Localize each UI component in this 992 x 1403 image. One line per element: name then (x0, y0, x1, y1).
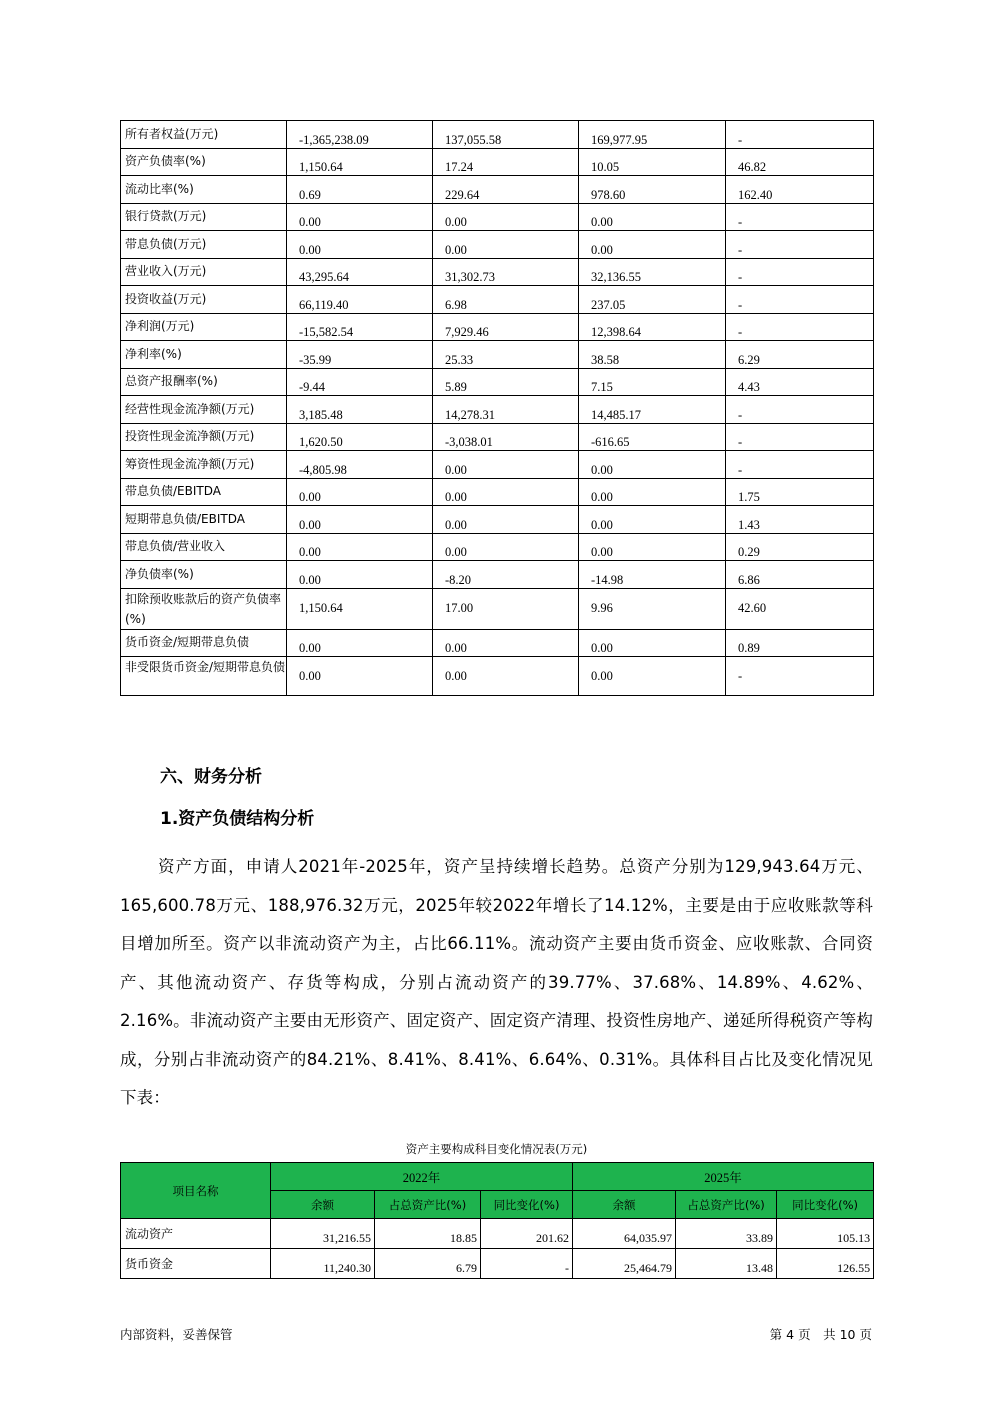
cell-value: 0.00 (579, 478, 726, 506)
row-label: 筹资性现金流净额(万元) (121, 451, 287, 479)
row-label: 净利率(%) (121, 341, 287, 369)
table-row (121, 588, 874, 629)
cell-value: 0.00 (579, 657, 726, 696)
cell-value: 0.00 (579, 451, 726, 479)
cell-value: 0.00 (433, 231, 579, 259)
cell-value: 42.60 (726, 588, 874, 629)
cell-value: 0.00 (287, 203, 433, 231)
cell-value: 169,977.95 (579, 121, 726, 149)
cell-value: 0.00 (287, 629, 433, 657)
cell-value: 0.00 (433, 533, 579, 561)
cell-value: 0.69 (287, 176, 433, 204)
asset-table-caption: 资产主要构成科目变化情况表(万元) (405, 1142, 588, 1156)
table-row (121, 533, 874, 561)
cell-value: 12,398.64 (579, 313, 726, 341)
header-year-2022: 2022年 (271, 1163, 573, 1191)
header-balance-2025: 余额 (573, 1191, 676, 1219)
header-balance-2022: 余额 (271, 1191, 375, 1219)
row-label: 净负债率(%) (121, 561, 287, 589)
table-row (121, 1219, 874, 1249)
cell-value: 7.15 (579, 368, 726, 396)
table-row (121, 1249, 874, 1279)
page-suffix: 页 (859, 1327, 872, 1342)
footer-page-indicator (770, 1325, 872, 1343)
cell-value: - (726, 286, 874, 314)
cell-value: 229.64 (433, 176, 579, 204)
page-mid: 页 共 (798, 1327, 836, 1342)
table-row (121, 561, 874, 589)
cell-value: -9.44 (287, 368, 433, 396)
header-item-name: 项目名称 (121, 1163, 271, 1219)
cell-value: 6.29 (726, 341, 874, 369)
cell-value: 0.00 (579, 629, 726, 657)
table-row (121, 657, 874, 696)
asset-structure-table (120, 1162, 874, 1279)
cell-value: 237.05 (579, 286, 726, 314)
cell-value: -4,805.98 (287, 451, 433, 479)
table-row (121, 341, 874, 369)
cell-value: -8.20 (433, 561, 579, 589)
cell-value: -14.98 (579, 561, 726, 589)
cell-value: 0.29 (726, 533, 874, 561)
cell-value: -1,365,238.09 (287, 121, 433, 149)
cell-value: - (726, 423, 874, 451)
table-row (121, 148, 874, 176)
cell-value: -616.65 (579, 423, 726, 451)
header-change-2025: 同比变化(%) (777, 1191, 874, 1219)
cell-value: 0.00 (579, 506, 726, 534)
table-row (121, 629, 874, 657)
cell-value: 0.00 (287, 478, 433, 506)
cell-value: 0.00 (579, 533, 726, 561)
asset-structure-body (121, 1219, 874, 1279)
cell-value: 0.00 (287, 561, 433, 589)
table-row (121, 121, 874, 149)
row-label: 净利润(万元) (121, 313, 287, 341)
cell-value: 137,055.58 (433, 121, 579, 149)
cell-value: 17.00 (433, 588, 579, 629)
cell-value: 0.00 (433, 657, 579, 696)
row-label: 非受限货币资金/短期带息负债 (121, 657, 287, 696)
cell-value: 0.00 (287, 657, 433, 696)
row-label: 所有者权益(万元) (121, 121, 287, 149)
row-label: 资产负债率(%) (121, 148, 287, 176)
page-prefix: 第 (769, 1327, 783, 1342)
cell-value: 32,136.55 (579, 258, 726, 286)
cell-value: 105.13 (777, 1219, 874, 1249)
row-label: 营业收入(万元) (121, 258, 287, 286)
header-share-2022: 占总资产比(%) (375, 1191, 481, 1219)
page-total: 10 (839, 1327, 856, 1342)
cell-value: 0.00 (579, 203, 726, 231)
cell-value: 0.00 (287, 231, 433, 259)
cell-value: 126.55 (777, 1249, 874, 1279)
cell-value: 14,278.31 (433, 396, 579, 424)
cell-value: 13.48 (676, 1249, 777, 1279)
cell-value: 0.00 (433, 203, 579, 231)
cell-value: 1,620.50 (287, 423, 433, 451)
analysis-paragraph: 资产方面，申请人2021年-2025年，资产呈持续增长趋势。总资产分别为129,943.64万元、165,600.78万元、188,976.32万元，2025年较2022年增长了14.12%，主要是由于应收账款等科目增加所至。资产以非流动资产为主，占比66.11%。流动资产主要由货币资金、应收账款、合同资产、其他流动资产、存货等构成，分别占流动资产的39.77%、37.68%、14.89%、4.62%、2.16%。非流动资产主要由无形资产、固定资产、固定资产清理、投资性房地产、递延所得税资产等构成，分别占非流动资产的84.21%、8.41%、8.41%、6.64%、0.31%。具体科目占比及变化情况见下表： (120, 857, 873, 1107)
cell-value: 0.00 (433, 478, 579, 506)
cell-value: 0.00 (579, 231, 726, 259)
table-row (121, 203, 874, 231)
cell-value: 6.79 (375, 1249, 481, 1279)
cell-value: 1.75 (726, 478, 874, 506)
row-label: 流动资产 (121, 1219, 271, 1249)
cell-value: 201.62 (481, 1219, 573, 1249)
row-label: 货币资金/短期带息负债 (121, 629, 287, 657)
header-change-2022: 同比变化(%) (481, 1191, 573, 1219)
cell-value: 1,150.64 (287, 588, 433, 629)
cell-value: 25.33 (433, 341, 579, 369)
table-row (121, 478, 874, 506)
cell-value: 4.43 (726, 368, 874, 396)
cell-value: 0.89 (726, 629, 874, 657)
cell-value: - (726, 231, 874, 259)
cell-value: -35.99 (287, 341, 433, 369)
cell-value: 38.58 (579, 341, 726, 369)
cell-value: 64,035.97 (573, 1219, 676, 1249)
cell-value: - (481, 1249, 573, 1279)
cell-value: 1,150.64 (287, 148, 433, 176)
cell-value: - (726, 203, 874, 231)
cell-value: 31,216.55 (271, 1219, 375, 1249)
cell-value: 0.00 (433, 506, 579, 534)
table-row (121, 368, 874, 396)
cell-value: - (726, 657, 874, 696)
section-title: 六、财务分析 (160, 767, 262, 787)
row-label: 经营性现金流净额(万元) (121, 396, 287, 424)
cell-value: -3,038.01 (433, 423, 579, 451)
header-year-2025: 2025年 (573, 1163, 874, 1191)
cell-value: 6.98 (433, 286, 579, 314)
cell-value: 978.60 (579, 176, 726, 204)
header-share-2025: 占总资产比(%) (676, 1191, 777, 1219)
row-label: 短期带息负债/EBITDA (121, 506, 287, 534)
cell-value: - (726, 258, 874, 286)
row-label: 货币资金 (121, 1249, 271, 1279)
cell-value: 0.00 (287, 506, 433, 534)
table-row (121, 176, 874, 204)
table-row (121, 231, 874, 259)
cell-value: 31,302.73 (433, 258, 579, 286)
cell-value: -15,582.54 (287, 313, 433, 341)
row-label: 投资性现金流净额(万元) (121, 423, 287, 451)
cell-value: - (726, 313, 874, 341)
cell-value: - (726, 451, 874, 479)
table-row (121, 286, 874, 314)
row-label: 扣除预收账款后的资产负债率(%) (121, 588, 287, 629)
cell-value: 43,295.64 (287, 258, 433, 286)
cell-value: - (726, 396, 874, 424)
page-number: 4 (786, 1327, 795, 1342)
row-label: 银行贷款(万元) (121, 203, 287, 231)
row-label: 带息负债/营业收入 (121, 533, 287, 561)
row-label: 总资产报酬率(%) (121, 368, 287, 396)
cell-value: 0.00 (433, 451, 579, 479)
table-row (121, 258, 874, 286)
cell-value: 14,485.17 (579, 396, 726, 424)
cell-value: 9.96 (579, 588, 726, 629)
row-label: 带息负债(万元) (121, 231, 287, 259)
footer-confidential-note: 内部资料，妥善保管 (120, 1327, 233, 1342)
cell-value: 17.24 (433, 148, 579, 176)
cell-value: 1.43 (726, 506, 874, 534)
table-row (121, 396, 874, 424)
cell-value: 25,464.79 (573, 1249, 676, 1279)
cell-value: 3,185.48 (287, 396, 433, 424)
cell-value: 5.89 (433, 368, 579, 396)
table-row (121, 313, 874, 341)
cell-value: 6.86 (726, 561, 874, 589)
cell-value: - (726, 121, 874, 149)
cell-value: 0.00 (433, 629, 579, 657)
table-row (121, 451, 874, 479)
subsection-title: 1.资产负债结构分析 (160, 809, 315, 829)
cell-value: 18.85 (375, 1219, 481, 1249)
cell-value: 33.89 (676, 1219, 777, 1249)
cell-value: 0.00 (287, 533, 433, 561)
cell-value: 7,929.46 (433, 313, 579, 341)
cell-value: 66,119.40 (287, 286, 433, 314)
row-label: 流动比率(%) (121, 176, 287, 204)
financial-indicator-body (121, 121, 874, 696)
cell-value: 10.05 (579, 148, 726, 176)
cell-value: 11,240.30 (271, 1249, 375, 1279)
table-row (121, 423, 874, 451)
row-label: 投资收益(万元) (121, 286, 287, 314)
cell-value: 162.40 (726, 176, 874, 204)
financial-indicator-table (120, 120, 874, 696)
row-label: 带息负债/EBITDA (121, 478, 287, 506)
table-row (121, 506, 874, 534)
cell-value: 46.82 (726, 148, 874, 176)
